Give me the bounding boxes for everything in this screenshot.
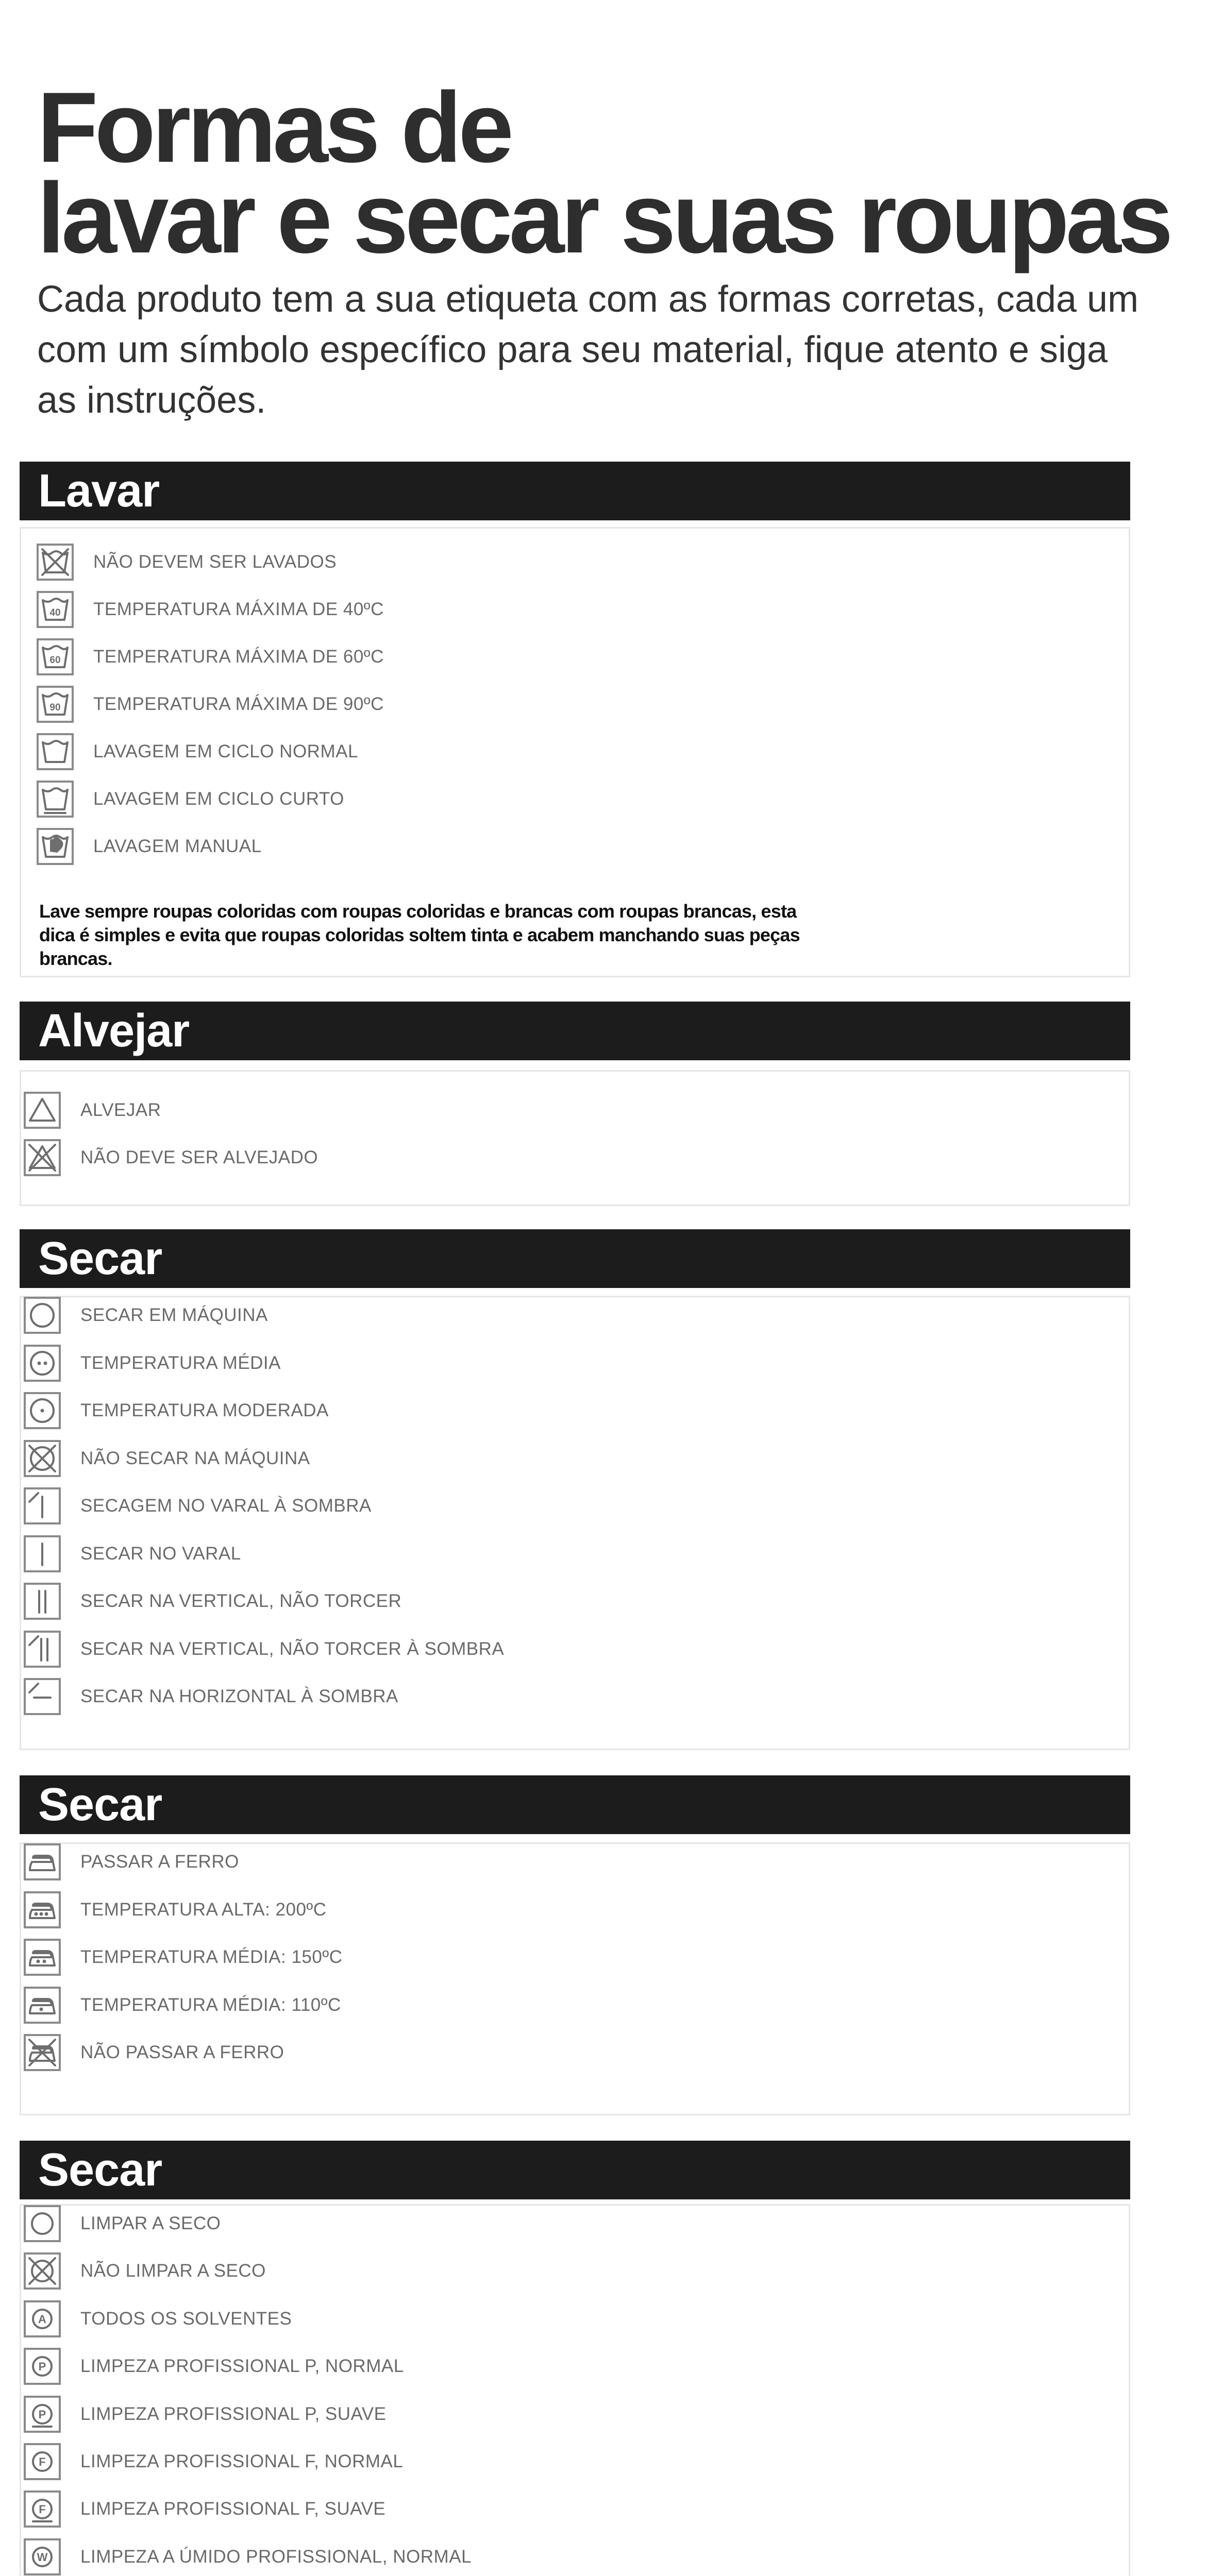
item-label: TEMPERATURA MÉDIA: 110ºC bbox=[80, 1994, 341, 2015]
item-label: SECAR NA VERTICAL, NÃO TORCER À SOMBRA bbox=[80, 1638, 505, 1659]
svg-text:P: P bbox=[38, 2408, 46, 2421]
item-label: NÃO DEVEM SER LAVADOS bbox=[93, 552, 337, 572]
drip-dry-icon bbox=[24, 1583, 61, 1620]
iron-crossed-icon bbox=[24, 2034, 61, 2071]
section-box-limpeza bbox=[20, 2204, 1130, 2576]
list-item bbox=[24, 1625, 504, 1673]
laundry-tip-note: Lave sempre roupas coloridas com roupas coloridas e brancas com roupas brancas, esta dica é simples e evita que roupas coloridas soltem tinta e acabem manchando suas peças brancas. bbox=[39, 901, 800, 969]
section-heading-alvejar: Alvejar bbox=[20, 1002, 1130, 1060]
list-item bbox=[37, 775, 344, 823]
list-item bbox=[24, 1482, 372, 1530]
tub-40-icon bbox=[37, 591, 74, 628]
item-label: SECAGEM NO VARAL À SOMBRA bbox=[80, 1496, 372, 1516]
item-label: SECAR EM MÁQUINA bbox=[80, 1305, 268, 1325]
item-label: LIMPEZA PROFISSIONAL P, SUAVE bbox=[80, 2403, 387, 2424]
item-label: SECAR NO VARAL bbox=[80, 1543, 241, 1564]
list-item bbox=[24, 1934, 342, 1981]
item-label: TEMPERATURA MÉDIA: 150ºC bbox=[80, 1947, 343, 1967]
section-heading-secar: Secar bbox=[20, 1229, 1130, 1288]
item-label: SECAR NA VERTICAL, NÃO TORCER bbox=[80, 1591, 402, 1611]
section-box-lavar bbox=[20, 527, 1130, 977]
list-item bbox=[37, 538, 337, 586]
item-label: TEMPERATURA MODERADA bbox=[80, 1400, 329, 1420]
tub-icon bbox=[37, 733, 74, 770]
item-label: LIMPEZA A ÚMIDO PROFISSIONAL, NORMAL bbox=[80, 2546, 472, 2567]
item-label: LIMPEZA PROFISSIONAL F, NORMAL bbox=[80, 2451, 404, 2471]
item-label: ALVEJAR bbox=[80, 1100, 161, 1120]
list-item bbox=[24, 1673, 398, 1720]
list-item bbox=[24, 2295, 292, 2343]
list-item bbox=[24, 1292, 268, 1339]
tumble-dry-one-dot-icon bbox=[24, 1392, 61, 1429]
list-item bbox=[37, 728, 358, 775]
list-item bbox=[24, 1838, 239, 1886]
item-label: LIMPEZA PROFISSIONAL F, SUAVE bbox=[80, 2499, 386, 2519]
item-label: TODOS OS SOLVENTES bbox=[80, 2308, 292, 2329]
list-item bbox=[24, 2343, 404, 2390]
list-item bbox=[24, 2485, 385, 2533]
list-item bbox=[24, 1981, 341, 2029]
item-label: LIMPAR A SECO bbox=[80, 2213, 221, 2233]
svg-text:F: F bbox=[39, 2455, 46, 2468]
item-label: NÃO SECAR NA MÁQUINA bbox=[80, 1448, 310, 1468]
list-item bbox=[24, 2391, 387, 2438]
item-label: TEMPERATURA ALTA: 200ºC bbox=[80, 1899, 327, 1920]
svg-text:90: 90 bbox=[49, 702, 61, 713]
circle-icon bbox=[24, 2205, 61, 2242]
title-line-1: Formas de bbox=[37, 72, 511, 183]
tumble-dry-icon bbox=[24, 1297, 61, 1334]
section-box-secar bbox=[20, 1296, 1130, 1750]
list-item bbox=[24, 1435, 310, 1482]
tub-60-icon bbox=[37, 638, 74, 675]
iron-one-dot-icon bbox=[24, 1987, 61, 2024]
item-label: PASSAR A FERRO bbox=[80, 1852, 239, 1872]
list-item bbox=[24, 2438, 403, 2485]
item-label: TEMPERATURA MÉDIA bbox=[80, 1352, 281, 1373]
item-label: TEMPERATURA MÁXIMA DE 40ºC bbox=[93, 599, 384, 619]
item-label: TEMPERATURA MÁXIMA DE 90ºC bbox=[93, 694, 384, 714]
section-box-alvejar bbox=[20, 1070, 1130, 1206]
circle-crossed-icon bbox=[24, 2252, 61, 2290]
list-item bbox=[37, 633, 384, 681]
list-item bbox=[37, 823, 262, 870]
list-item bbox=[24, 1578, 401, 1625]
title-line-2: lavar e secar suas roupas bbox=[37, 162, 1170, 274]
line-dry-shade-icon bbox=[24, 1487, 61, 1524]
circle-p-bar-icon bbox=[24, 2396, 61, 2433]
list-item bbox=[24, 2029, 284, 2076]
tub-bar-icon bbox=[37, 781, 74, 818]
triangle-crossed-icon bbox=[24, 1139, 61, 1176]
circle-a-icon bbox=[24, 2300, 61, 2337]
drip-dry-shade-icon bbox=[24, 1631, 61, 1668]
iron-icon bbox=[24, 1843, 61, 1880]
section-heading-limpeza: Secar bbox=[20, 2141, 1130, 2199]
list-item bbox=[24, 2200, 221, 2247]
section-heading-lavar: Lavar bbox=[20, 462, 1130, 520]
item-label: NÃO PASSAR A FERRO bbox=[80, 2042, 284, 2062]
list-item bbox=[24, 1387, 329, 1434]
item-label: TEMPERATURA MÁXIMA DE 60ºC bbox=[93, 647, 384, 667]
svg-text:F: F bbox=[39, 2503, 46, 2516]
circle-w-icon bbox=[24, 2538, 61, 2575]
hand-wash-icon bbox=[37, 828, 74, 865]
item-label: NÃO LIMPAR A SECO bbox=[80, 2261, 266, 2281]
tub-90-icon bbox=[37, 686, 74, 723]
svg-text:60: 60 bbox=[49, 655, 61, 666]
list-item bbox=[24, 1340, 281, 1387]
list-item bbox=[24, 2533, 472, 2576]
section-box-passar bbox=[20, 1842, 1130, 2115]
list-item bbox=[24, 2247, 266, 2295]
item-label: SECAR NA HORIZONTAL À SOMBRA bbox=[80, 1686, 398, 1706]
svg-text:P: P bbox=[38, 2360, 46, 2374]
tub-crossed-icon bbox=[37, 544, 74, 581]
circle-p-icon bbox=[24, 2348, 61, 2385]
list-item bbox=[24, 1134, 318, 1181]
svg-text:40: 40 bbox=[49, 607, 61, 618]
tumble-dry-two-dots-icon bbox=[24, 1345, 61, 1382]
list-item bbox=[24, 1886, 326, 1934]
item-label: LAVAGEM EM CICLO NORMAL bbox=[93, 741, 358, 761]
list-item bbox=[37, 586, 384, 633]
section-heading-passar: Secar bbox=[20, 1775, 1130, 1834]
iron-two-dots-icon bbox=[24, 1939, 61, 1976]
item-label: NÃO DEVE SER ALVEJADO bbox=[80, 1147, 318, 1167]
list-item bbox=[24, 1530, 241, 1578]
iron-three-dots-icon bbox=[24, 1891, 61, 1928]
item-label: LIMPEZA PROFISSIONAL P, NORMAL bbox=[80, 2356, 404, 2377]
line-dry-icon bbox=[24, 1535, 61, 1572]
triangle-icon bbox=[24, 1092, 61, 1129]
tumble-dry-crossed-icon bbox=[24, 1440, 61, 1477]
intro-text: Cada produto tem a sua etiqueta com as formas corretas, cada um com um símbolo específico para seu material, fique atento e siga as instruções. bbox=[37, 279, 1139, 421]
page-title bbox=[37, 72, 1170, 274]
list-item bbox=[24, 1087, 161, 1134]
svg-text:W: W bbox=[37, 2550, 48, 2564]
circle-f-icon bbox=[24, 2443, 61, 2480]
list-item bbox=[37, 681, 384, 728]
circle-f-bar-icon bbox=[24, 2490, 61, 2528]
svg-text:A: A bbox=[38, 2312, 46, 2326]
item-label: LAVAGEM MANUAL bbox=[93, 836, 262, 856]
item-label: LAVAGEM EM CICLO CURTO bbox=[93, 789, 344, 809]
flat-dry-shade-icon bbox=[24, 1678, 61, 1715]
